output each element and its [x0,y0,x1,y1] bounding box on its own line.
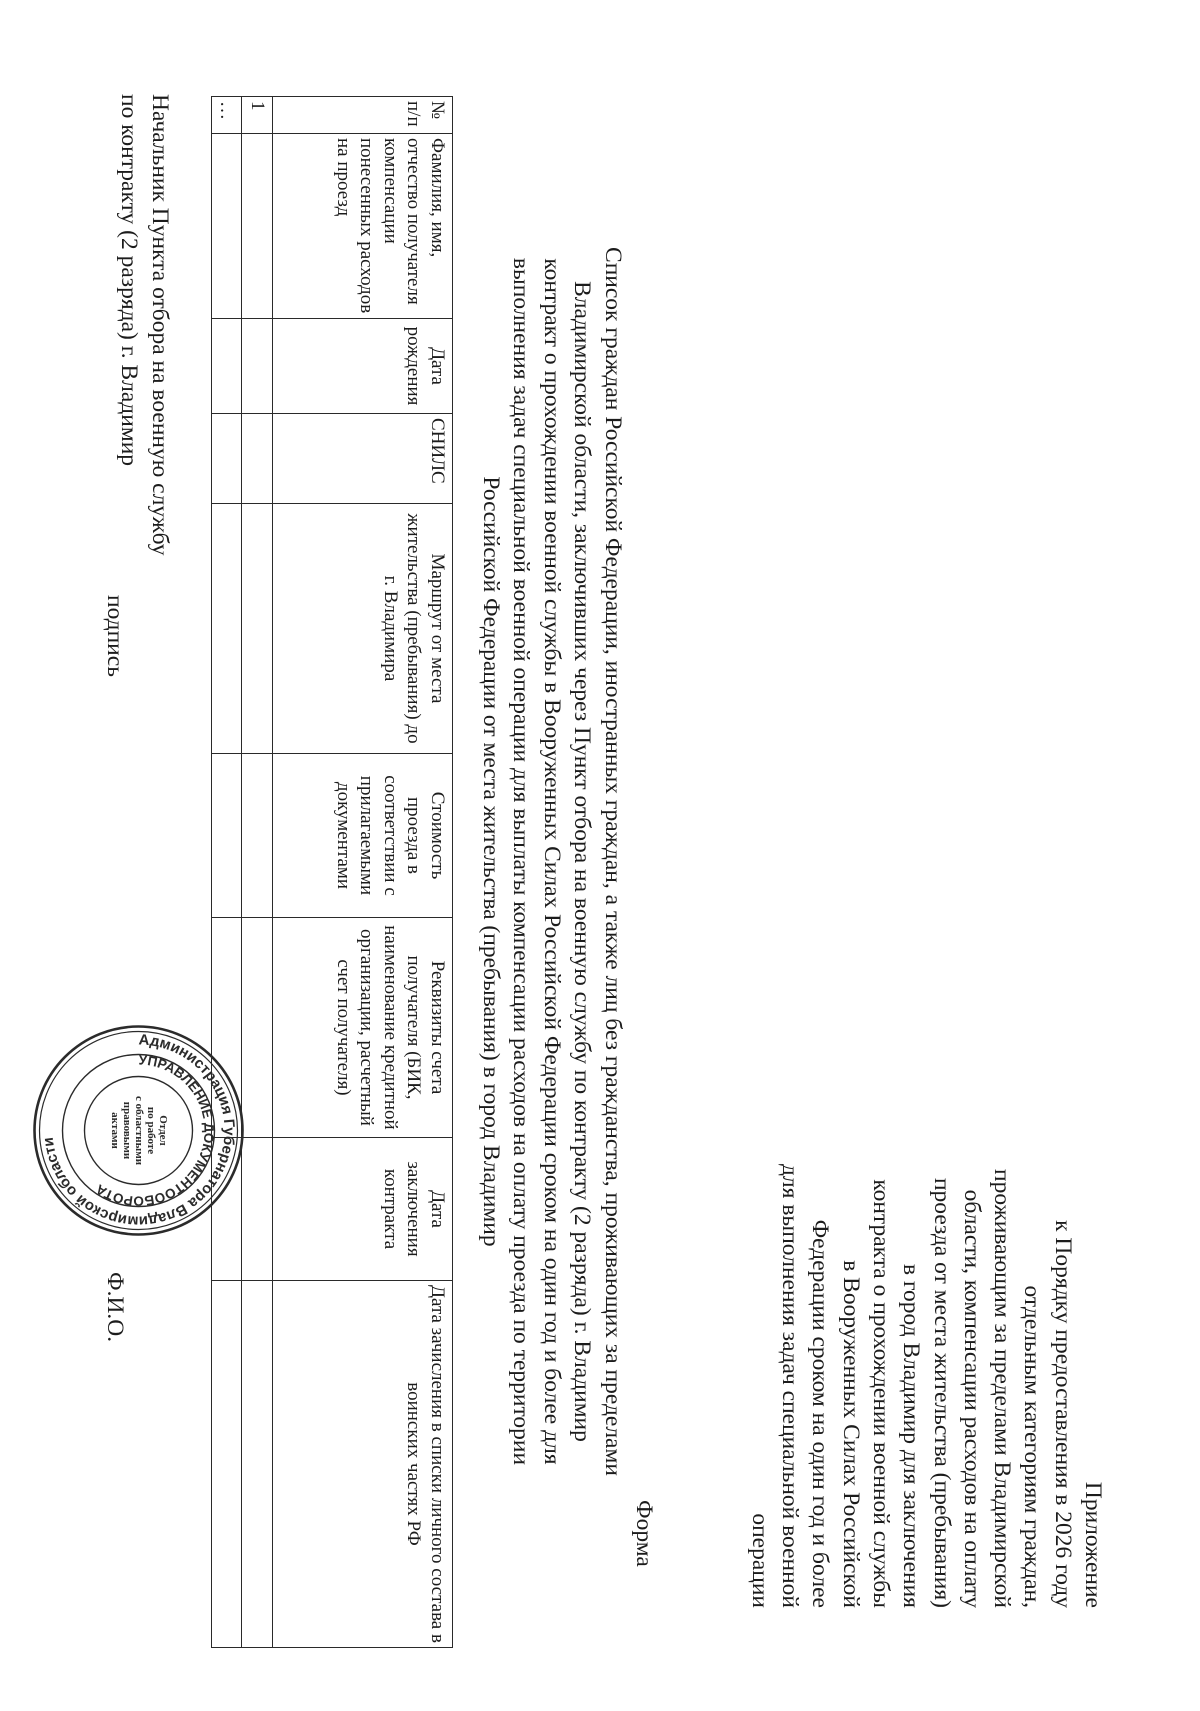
column-header-enrollment-date: Дата зачисления в списки личного состава в воинских частях РФ [273,1281,453,1648]
column-header-snils: СНИЛС [273,414,453,504]
column-header-travel-cost: Стоимость проезда в соответствии с прилагаемыми документами [273,754,453,918]
column-header-full-name: Фамилия, имя, отчество получателя компенсации понесенных расходов на проезд [273,134,453,319]
stamp-seal-icon [31,1023,246,1238]
title-line: Владимирской области, заключивших через Пункт отбора на военную службу по контракту (2 разряда) г. Владимир [569,281,596,1442]
table-cell: … [212,97,243,134]
title-line: Российской Федерации от места жительства (пребывания) в город Владимир [478,476,504,1247]
table-cell [242,319,273,414]
stamp-outer-text: Администрация Губернатора Владимирской области [39,1031,238,1230]
stamp-center-line: Отдел [157,1115,169,1146]
title-line: выполнения задач специальной военной операции для выплаты компенсации расходов на оплату проезда по территории [508,257,535,1466]
table-cell [242,1138,273,1281]
table-cell: 1 [242,97,273,134]
signature-label: подпись [102,595,128,677]
appendix-line: в Вооруженных Силах Российской [837,1260,864,1608]
appendix-line: отдельным категориям граждан, [1019,1285,1046,1608]
form-label: Форма [631,1500,657,1567]
table-cell [212,319,243,414]
table-row [212,97,243,1648]
appendix-line: контракта о прохождении военной службы [867,1179,894,1608]
column-header-bank-details: Реквизиты счета получателя (БИК, наименование кредитной организации, расчетный счет получателя) [273,918,453,1138]
column-header-number: № п/п [273,97,453,134]
stamp-center-line: с областными [133,1095,145,1166]
appendix-line: проживающим за пределами Владимирской [989,1169,1016,1608]
column-header-birth-date: Дата рождения [273,319,453,414]
title-line: контракт о прохождении военной службы в Вооруженных Силах Российской Федерации сроком на один год и более для [539,258,565,1465]
stamp-center-line: правовыми [121,1101,133,1160]
full-name-label: Ф.И.О. [102,1272,128,1343]
appendix-line: Федерации сроком на один год и более [807,1219,834,1608]
stamp-center-line: актами [109,1112,121,1149]
table-cell [242,754,273,918]
appendix-line: операции [746,1513,773,1608]
document-title [476,104,629,1619]
table-cell [212,504,243,754]
appendix-note [744,1060,1108,1608]
table-cell [242,414,273,504]
table-cell [212,1281,243,1648]
table-cell [242,134,273,319]
table-header-row [273,97,453,1648]
title-line: Список граждан Российской Федерации, иностранных граждан, а также лиц без гражданства, проживающих за пределами [600,247,626,1476]
appendix-line: проезда от места жительства (пребывания) [928,1177,955,1608]
table-cell [242,1281,273,1648]
recipients-table [211,96,453,1648]
table-cell [212,134,243,319]
stamp-center-line: по работе [145,1106,157,1155]
stamp-middle-text: УПРАВЛЕНИЕ ДОКУМЕНТООБОРОТА [93,1052,217,1209]
table-cell [212,414,243,504]
column-header-contract-date: Дата заключения контракта [273,1138,453,1281]
appendix-line: для выполнения задач специальной военной [777,1163,804,1608]
signatory-position [114,94,175,556]
appendix-line: в город Владимир для заключения [898,1264,925,1608]
appendix-line: области, компенсации расходов на оплату [958,1189,985,1608]
official-stamp [31,1023,246,1238]
table-cell [212,754,243,918]
column-header-route: Маршрут от места жительства (пребывания) до г. Владимира [273,504,453,754]
table-row [242,97,273,1648]
table-cell [242,918,273,1138]
appendix-line: Приложение [1080,1481,1106,1608]
appendix-line: к Порядку предоставления в 2026 году [1049,1220,1076,1608]
signatory-line: по контракту (2 разряда) г. Владимир [116,94,143,467]
signatory-line: Начальник Пункта отбора на военную службу [147,94,173,556]
table-cell [242,504,273,754]
